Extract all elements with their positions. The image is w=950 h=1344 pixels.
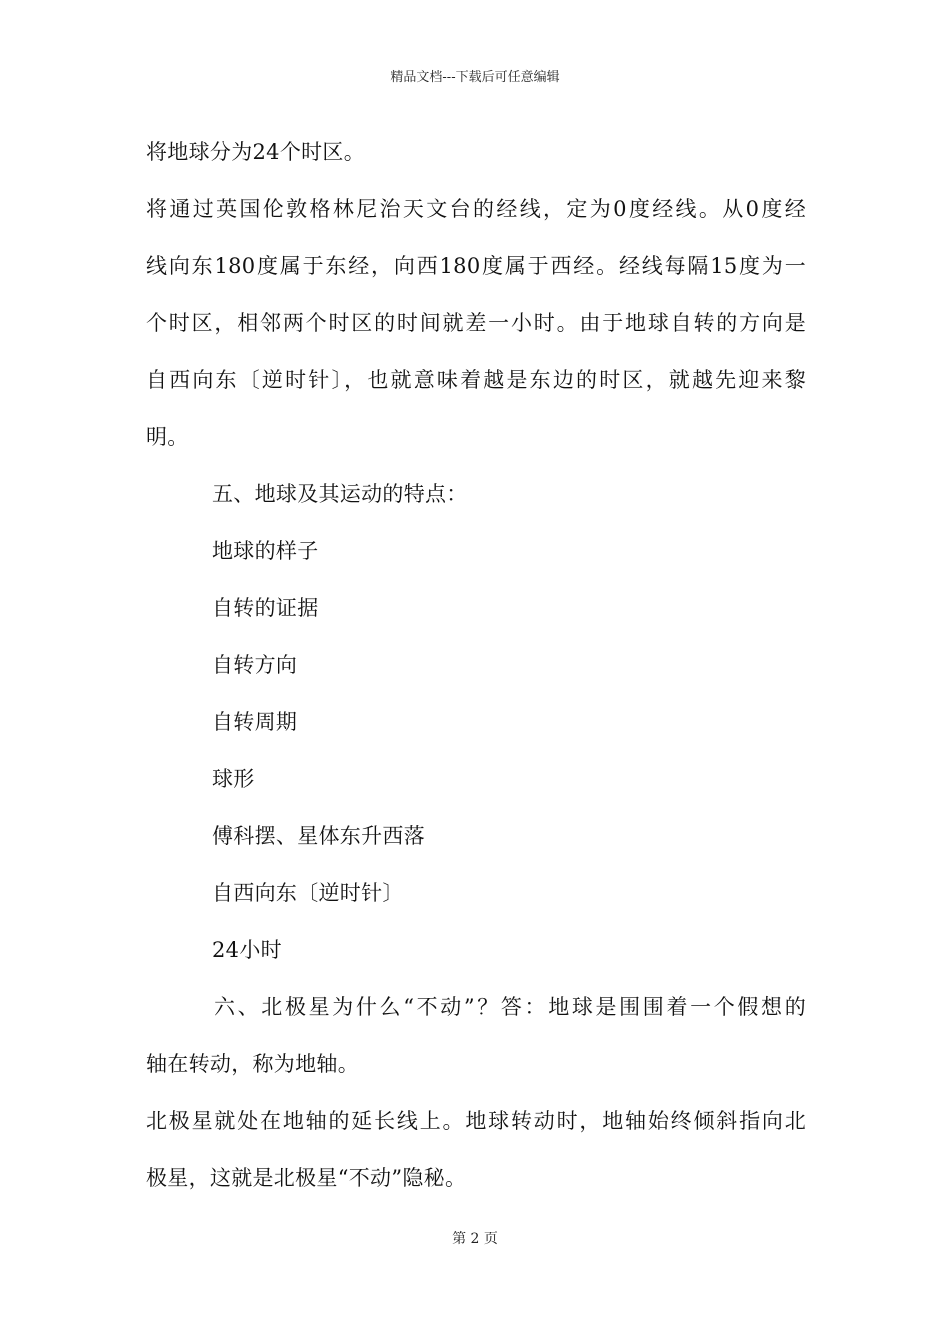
list-item: 自转周期 bbox=[212, 710, 298, 734]
paragraph-line: 线向东180度属于东经，向西180度属于西经。经线每隔15度为一 bbox=[146, 254, 806, 278]
list-item: 地球的样子 bbox=[212, 539, 319, 563]
paragraph-line: 极星，这就是北极星“不动”隐秘。 bbox=[146, 1166, 467, 1190]
paragraph-line: 将地球分为24个时区。 bbox=[146, 140, 366, 164]
paragraph-line: 个时区，相邻两个时区的时间就差一小时。由于地球自转的方向是 bbox=[146, 311, 806, 335]
paragraph-line: 自西向东〔逆时针〕，也就意味着越是东边的时区，就越先迎来黎 bbox=[146, 368, 806, 392]
page-header: 精品文档---下载后可任意编辑 bbox=[390, 70, 560, 85]
section-title: 五、地球及其运动的特点： bbox=[212, 482, 468, 506]
paragraph-line: 六、北极星为什么“不动”？答：地球是围围着一个假想的 bbox=[214, 995, 806, 1019]
list-item: 自西向东〔逆时针〕 bbox=[212, 881, 404, 905]
list-item: 傅科摆、星体东升西落 bbox=[212, 824, 425, 848]
list-item: 24小时 bbox=[212, 938, 282, 962]
paragraph-line: 将通过英国伦敦格林尼治天文台的经线，定为0度经线。从0度经 bbox=[146, 197, 806, 221]
list-item: 自转的证据 bbox=[212, 596, 319, 620]
list-item: 球形 bbox=[212, 767, 255, 791]
page-number: 第 2 页 bbox=[452, 1231, 498, 1247]
paragraph-line: 明。 bbox=[146, 425, 189, 449]
paragraph-line: 北极星就处在地轴的延长线上。地球转动时，地轴始终倾斜指向北 bbox=[146, 1109, 806, 1133]
paragraph-line: 轴在转动，称为地轴。 bbox=[146, 1052, 359, 1076]
list-item: 自转方向 bbox=[212, 653, 298, 677]
